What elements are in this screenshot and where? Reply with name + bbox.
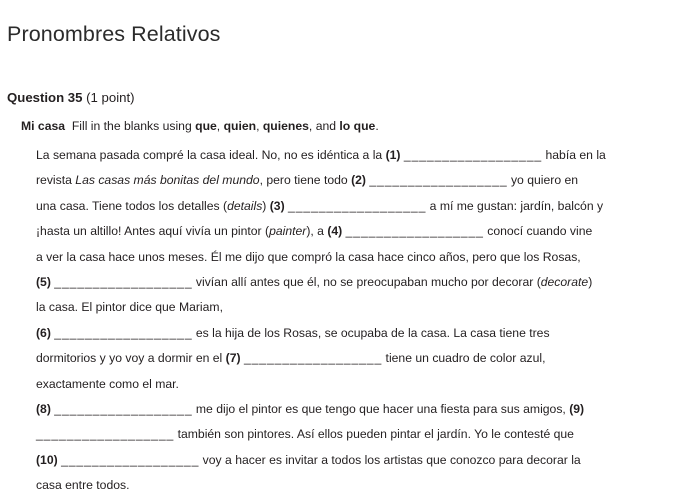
- instructions-option-quienes: quienes: [262, 119, 309, 133]
- gloss-italic: decorate: [540, 274, 589, 289]
- passage-line: [36, 448, 626, 473]
- instructions-option-que: que: [195, 119, 217, 133]
- passage-text: ¡hasta un altillo! Antes aquí vivía un pintor (: [36, 224, 270, 239]
- passage-text: conocí cuando vine: [483, 224, 593, 239]
- passage-line: [36, 295, 626, 320]
- passage-text: a mí me gustan: jardín, balcón y: [426, 198, 604, 213]
- passage-text: casa entre todos.: [36, 478, 130, 493]
- passage-text: a ver la casa hace unos meses. Él me dijo que compró la casa hace cinco años, pero que los Rosas,: [36, 249, 581, 264]
- passage-text: una casa. Tiene todos los detalles (: [36, 198, 228, 213]
- blank-number: (9): [569, 401, 585, 416]
- answer-blank[interactable]: __________________: [61, 452, 200, 467]
- passage-text: tiene un cuadro de color azul,: [382, 351, 546, 366]
- question-header: [7, 89, 135, 107]
- answer-blank[interactable]: __________________: [369, 173, 508, 188]
- answer-blank[interactable]: __________________: [403, 148, 543, 162]
- blank-number: (7): [225, 351, 241, 366]
- passage-line: [36, 219, 626, 244]
- instructions-option-lo-que: lo que: [339, 119, 376, 133]
- passage-text: la casa. El pintor dice que Mariam,: [36, 300, 223, 315]
- answer-blank[interactable]: __________________: [54, 401, 193, 416]
- passage-text: exactamente como el mar.: [36, 376, 179, 391]
- instructions-sep-3: , and: [308, 119, 340, 133]
- passage-line: [36, 245, 626, 270]
- passage-text: revista: [36, 173, 76, 188]
- blank-number: (10): [36, 452, 58, 467]
- passage-line: [36, 473, 626, 498]
- page-title: Pronombres Relativos: [7, 22, 221, 46]
- blank-number: (6): [36, 325, 51, 340]
- passage-text: yo quiero en: [507, 173, 579, 188]
- passage-line: [36, 143, 626, 168]
- answer-blank[interactable]: __________________: [36, 427, 175, 442]
- answer-blank[interactable]: __________________: [345, 224, 484, 239]
- answer-blank[interactable]: __________________: [54, 325, 193, 340]
- passage-line: [36, 194, 626, 219]
- passage-text: ): [262, 198, 270, 213]
- blank-number: (2): [351, 173, 366, 188]
- blank-number: (3): [269, 198, 285, 213]
- gloss-italic: painter: [269, 224, 307, 239]
- blank-number: (8): [36, 401, 51, 416]
- answer-blank[interactable]: __________________: [54, 274, 193, 289]
- instructions-option-quien: quien: [223, 119, 257, 133]
- question-points-label: (1 point): [86, 90, 135, 105]
- passage-line: [36, 321, 626, 346]
- passage-text: ): [588, 274, 593, 289]
- passage-text: , pero tiene todo: [259, 173, 352, 188]
- passage-text: me dijo el pintor es que tengo que hacer una fiesta para sus amigos,: [192, 401, 570, 416]
- question-number-label: Question 35: [7, 90, 83, 105]
- passage-line: [36, 422, 626, 447]
- passage-text: vivían allí antes que él, no se preocupaban mucho por decorar (: [192, 274, 541, 289]
- passage-line: [36, 372, 626, 397]
- passage-line: [36, 346, 626, 371]
- gloss-italic: details: [227, 198, 263, 213]
- instructions-topic: Mi casa: [21, 119, 66, 133]
- passage-text: también son pintores. Así ellos pueden pintar el jardín. Yo le contesté que: [174, 427, 574, 442]
- passage-text: es la hija de los Rosas, se ocupaba de la casa. La casa tiene tres: [192, 325, 550, 340]
- passage-text: La semana pasada compré la casa ideal. No, no es idéntica a la: [36, 148, 386, 162]
- blank-number: (4): [327, 224, 343, 239]
- passage-text: había en la: [542, 148, 606, 162]
- instructions-sep-2: ,: [256, 119, 263, 133]
- instructions-suffix: .: [375, 119, 379, 133]
- answer-blank[interactable]: __________________: [288, 198, 427, 213]
- answer-blank[interactable]: __________________: [243, 351, 383, 366]
- passage-text: dormitorios y yo voy a dormir en el: [36, 351, 226, 366]
- passage-line: [36, 168, 626, 193]
- passage-line: [36, 270, 626, 295]
- blank-number: (1): [385, 148, 401, 162]
- passage-body: [36, 143, 626, 498]
- instructions-prefix: Fill in the blanks using: [71, 119, 196, 133]
- gloss-italic: Las casas más bonitas del mundo: [75, 173, 260, 188]
- passage-text: ), a: [306, 224, 328, 239]
- blank-number: (5): [36, 274, 51, 289]
- instructions-line: [21, 118, 379, 135]
- passage-line: [36, 397, 626, 422]
- passage-text: voy a hacer es invitar a todos los artistas que conozco para decorar la: [199, 452, 581, 467]
- instructions-sep-1: ,: [216, 119, 224, 133]
